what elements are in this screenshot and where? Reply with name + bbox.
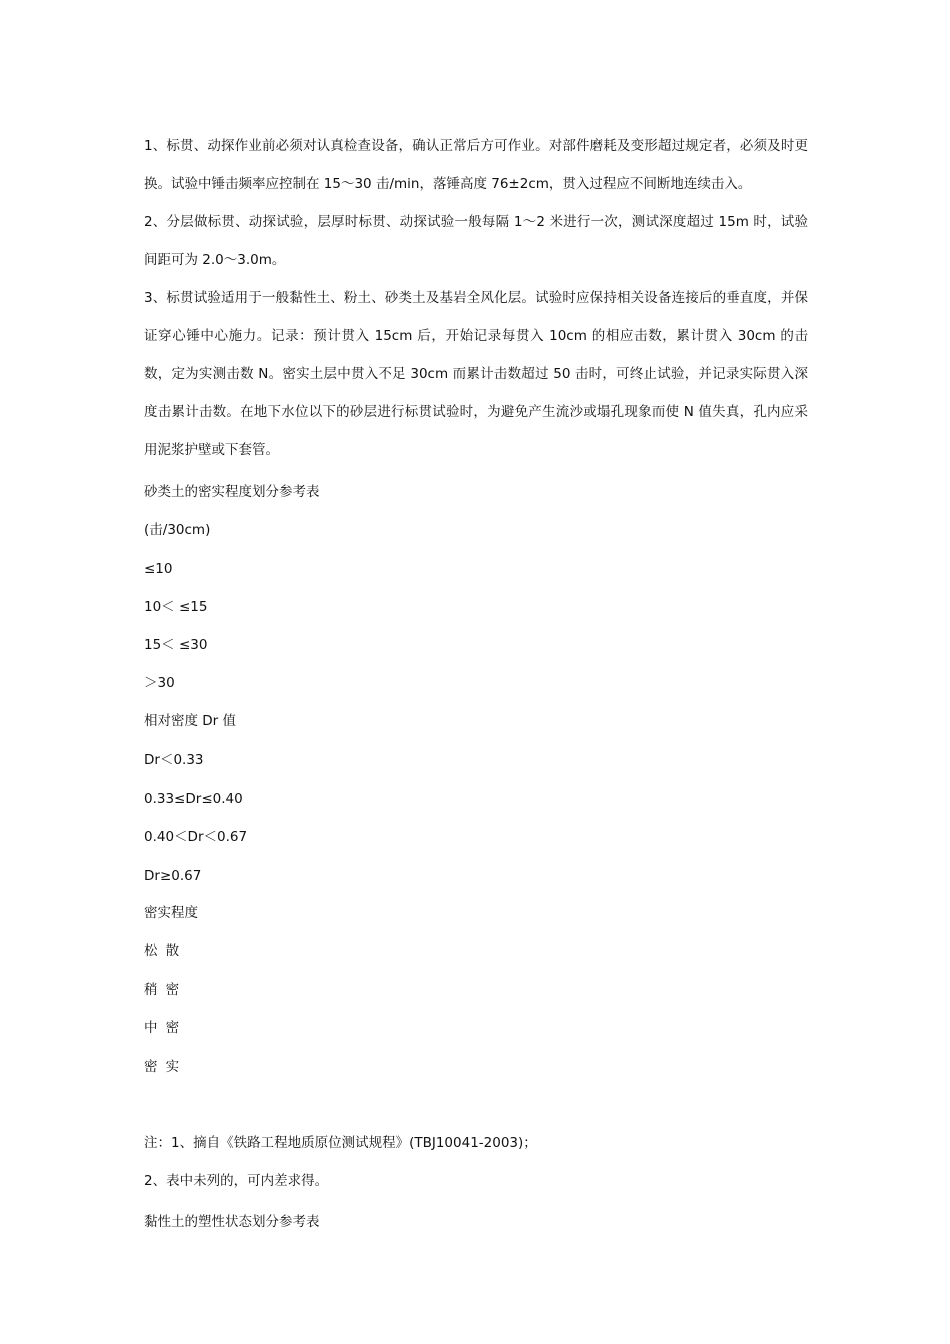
sand-table-unit: (击/30cm) — [144, 522, 211, 538]
paragraph-2: 2、分层做标贯、动探试验，层厚时标贯、动探试验一般每隔 1～2 米进行一次，测试深度超过 15m 时，试验间距可为 2.0～3.0m。 — [144, 214, 808, 268]
density-value-cell: 中密 — [144, 1020, 188, 1036]
density-value-cell: 松散 — [144, 943, 188, 959]
note-interpolation: 2、表中未列的，可内差求得。 — [144, 1173, 329, 1189]
note-source: 注：1、摘自《铁路工程地质原位测试规程》(TBJ10041-2003)； — [144, 1135, 537, 1151]
sand-table-title: 砂类土的密实程度划分参考表 — [144, 484, 320, 500]
blow-count-cell: ＞30 — [144, 675, 175, 691]
density-value-cell: 稍密 — [144, 982, 188, 998]
dr-value-cell: Dr≥0.67 — [144, 868, 202, 884]
blow-count-cell: ≤10 — [144, 561, 173, 577]
dr-value-cell: 0.40＜Dr＜0.67 — [144, 829, 248, 845]
blow-count-cell: 15＜ ≤30 — [144, 637, 208, 653]
paragraph-1: 1、标贯、动探作业前必须对认真检查设备，确认正常后方可作业。对部件磨耗及变形超过规定者，必须及时更换。试验中锤击频率应控制在 15～30 击/min，落锤高度 76±2cm，贯入过程应不间断地连续击入。 — [144, 138, 808, 192]
dr-value-cell: Dr＜0.33 — [144, 752, 204, 768]
density-value-cell: 密实 — [144, 1059, 188, 1075]
clay-table-title: 黏性土的塑性状态划分参考表 — [144, 1214, 320, 1230]
dr-value-cell: 0.33≤Dr≤0.40 — [144, 791, 243, 807]
paragraph-3: 3、标贯试验适用于一般黏性土、粉土、砂类土及基岩全风化层。试验时应保持相关设备连接后的垂直度，并保证穿心锤中心施力。记录：预计贯入 15cm 后，开始记录每贯入 10cm 的相应击数，累计贯入 30cm 的击数，定为实测击数 N。密实土层中贯入不足 30cm 而累计击数超过 50 击时，可终止试验，并记录实际贯入深度击累计击数。在地下水位以下的砂层进行标贯试验时，为避免产生流沙或塌孔现象而使 N 值失真，孔内应采用泥浆护壁或下套管。 — [144, 290, 808, 458]
dr-header: 相对密度 Dr 值 — [144, 713, 237, 729]
density-header: 密实程度 — [144, 905, 198, 921]
blow-count-cell: 10＜ ≤15 — [144, 599, 208, 615]
